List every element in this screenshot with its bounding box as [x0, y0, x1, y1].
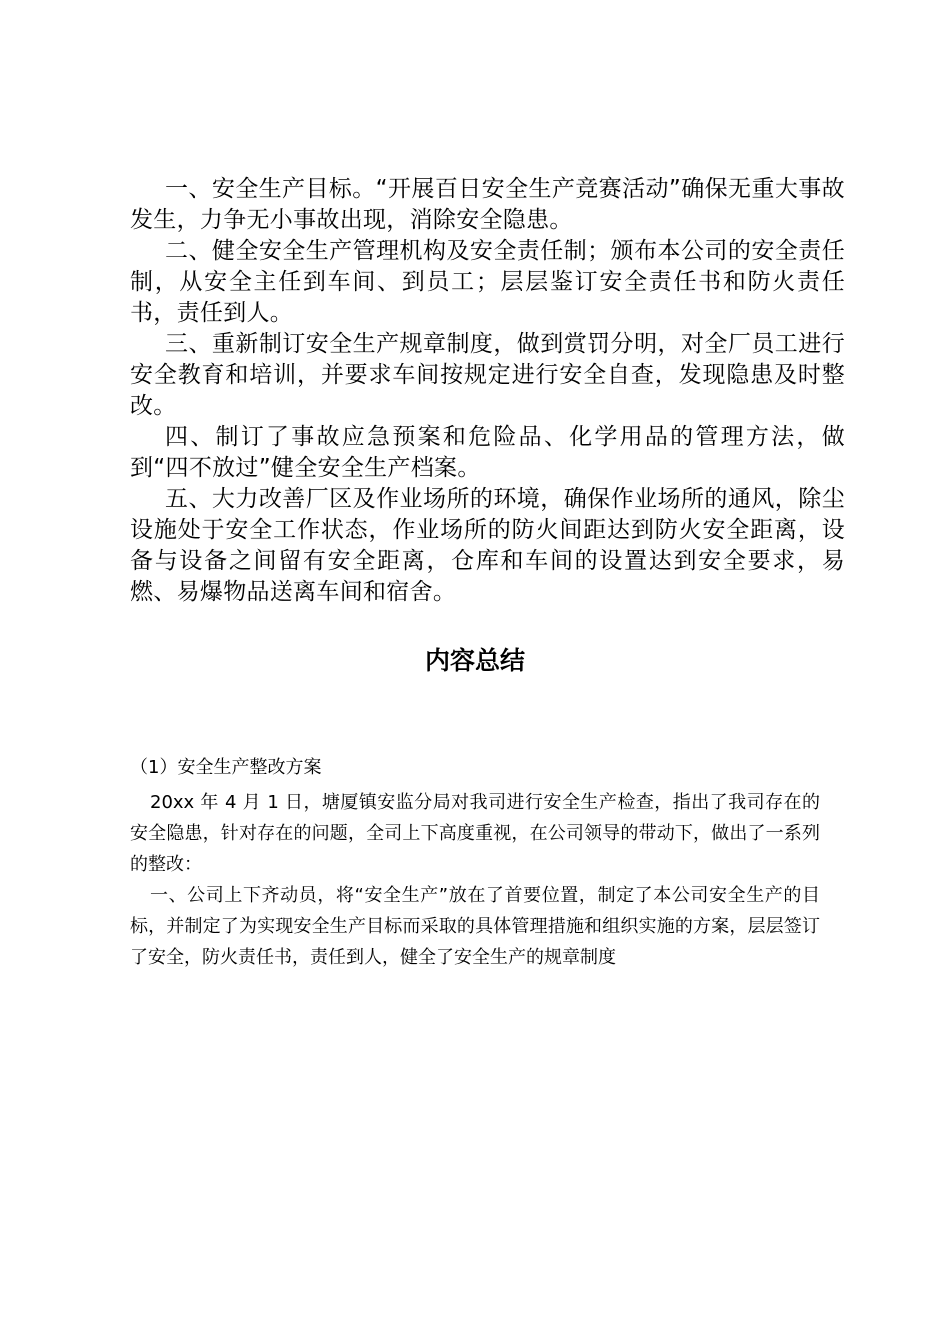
main-section: [130, 174, 845, 608]
paragraph-regulations: 三、重新制订安全生产规章制度，做到赏罚分明，对全厂员工进行安全教育和培训，并要求车间按规定进行安全自查，发现隐患及时整改。: [130, 331, 845, 419]
summary-section: [130, 755, 820, 973]
summary-paragraph-inspection: 20xx 年 4 月 1 日，塘厦镇安监分局对我司进行安全生产检查，指出了我司存在的安全隐患，针对存在的问题，全司上下高度重视，在公司领导的带动下，做出了一系列的整改：: [130, 792, 820, 875]
paragraph-safety-goal: 一、安全生产目标。“开展百日安全生产竞赛活动”确保无重大事故发生，力争无小事故出现，消除安全隐患。: [130, 176, 845, 233]
paragraph-environment: 五、大力改善厂区及作业场所的环境，确保作业场所的通风，除尘设施处于安全工作状态，作业场所的防火间距达到防火安全距离，设备与设备之间留有安全距离，仓库和车间的设置达到安全要求，易燃、易爆物品送离车间和宿舍。: [130, 486, 845, 605]
paragraph-responsibility-system: 二、健全安全生产管理机构及安全责任制；颁布本公司的安全责任制，从安全主任到车间、到员工；层层鉴订安全责任书和防火责任书，责任到人。: [130, 238, 845, 326]
summary-heading: （1）安全生产整改方案: [130, 757, 322, 778]
summary-title: 内容总结: [424, 646, 525, 675]
paragraph-emergency-plan: 四、制订了事故应急预案和危险品、化学用品的管理方法，做到“四不放过”健全安全生产档案。: [130, 424, 845, 481]
summary-paragraph-mobilization: 一、公司上下齐动员，将“安全生产”放在了首要位置，制定了本公司安全生产的目标，并制定了为实现安全生产目标而采取的具体管理措施和组织实施的方案，层层签订了安全，防火责任书，责任到人，健全了安全生产的规章制度: [130, 885, 820, 968]
